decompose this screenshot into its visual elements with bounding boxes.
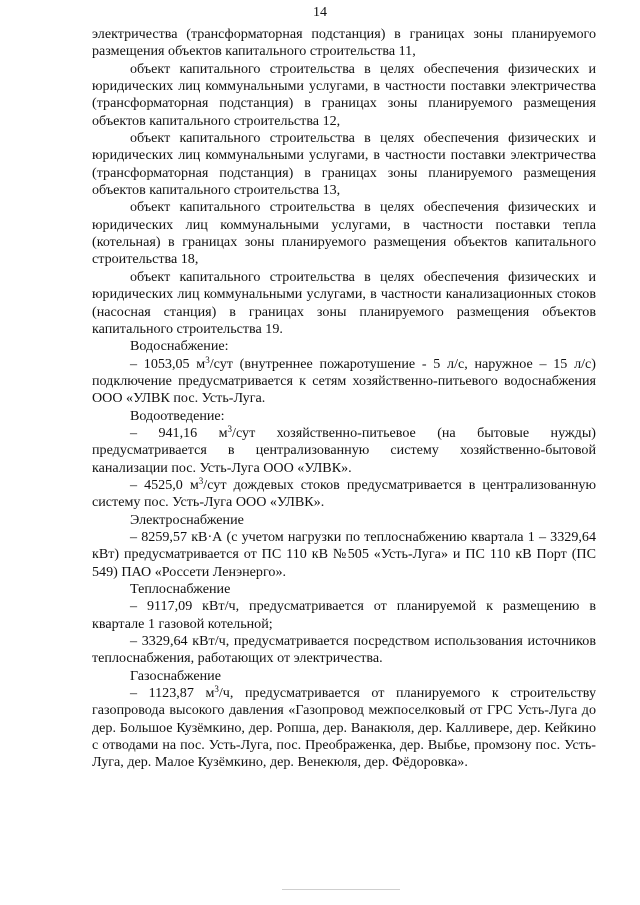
water-supply-value: – 1053,05 м [130, 355, 206, 372]
domestic-sewage-value: – 941,16 м [130, 424, 228, 441]
footer-divider [282, 889, 400, 890]
gas-supply-value: – 1123,87 м [130, 685, 215, 702]
heading-power-supply: Электроснабжение [130, 511, 244, 528]
superscript: 3 [205, 354, 210, 365]
heading-water-disposal: Водоотведение: [130, 407, 225, 424]
paragraph-heat-boiler: – 9117,09 кВт/ч, предусматривается от планируемой к размещению в квартале 1 газовой котельной; [92, 598, 596, 632]
paragraph-heat-electric: – 3329,64 кВт/ч, предусматривается посредством использования источников теплоснабжения, работающих от электричества. [92, 633, 596, 667]
paragraph-gas-supply [92, 685, 596, 772]
paragraph-substation-13: объект капитального строительства в целях обеспечения физических и юридических лиц коммунальными услугами, в частности поставки электричества (трансформаторная подстанция) в границах зоны планируемого размещения объектов капитального строительства 13, [92, 130, 596, 199]
document-body [92, 26, 596, 772]
page-number: 14 [313, 5, 327, 20]
heading-heat-supply: Теплоснабжение [130, 581, 231, 597]
water-supply-text: /сут (внутреннее пожаротушение - 5 л/с, наружное – 15 л/с) подключение предусматривается к сетям хозяйственно-питьевого водоснабжения ООО «УЛВК пос. Усть-Луга. [92, 355, 596, 407]
paragraph-pump-station-19: объект капитального строительства в целях обеспечения физических и юридических лиц коммунальными услугами, в частности канализационных стоков (насосная станция) в границах зоны планируемого размещения объектов капитального строительства 19. [92, 268, 596, 337]
paragraph-power-supply: – 8259,57 кВ·А (с учетом нагрузки по теплоснабжению квартала 1 – 3329,64 кВт) предусматривается от ПС 110 кВ №505 «Усть-Луга» и ПС 110 кВ Порт (ПС 549) ПАО «Россети Ленэнерго». [92, 528, 596, 580]
paragraph-substation-12: объект капитального строительства в целях обеспечения физических и юридических лиц коммунальными услугами, в частности поставки электричества (трансформаторная подстанция) в границах зоны планируемого размещения объектов капитального строительства 12, [92, 60, 596, 129]
storm-sewage-text: /сут дождевых стоков предусматривается в централизованную систему пос. Усть-Луга ООО «УЛВК». [92, 476, 596, 511]
domestic-sewage-text: /сут хозяйственно-питьевое (на бытовые нужды) предусматривается в централизованную систему хозяйственно-бытовой канализации пос. Усть-Луга ООО «УЛВК». [92, 424, 596, 476]
paragraph-domestic-sewage [92, 425, 596, 477]
superscript: 3 [198, 475, 204, 486]
heading-water-supply: Водоснабжение: [130, 338, 229, 355]
superscript: 3 [227, 423, 233, 434]
storm-sewage-value: – 4525,0 м [130, 476, 199, 493]
paragraph-storm-sewage [92, 477, 596, 512]
heading-gas-supply: Газоснабжение [130, 667, 221, 684]
gas-supply-text: /ч, предусматривается от планируемого к строительству газопровода высокого давления «Газопровод межпоселковый от ГРС Усть-Луга до дер. Большое Кузёмкино, дер. Ропша, дер. Ванакюля, дер. Калливере, дер. Кейкино с отводами на пос. Усть-Луга, пос. Преображенка, дер. Выбье, промзону пос. Усть-Луга, дер. Малое Кузёмкино, дер. Венекюля, дер. Фёдоровка». [92, 685, 596, 771]
paragraph-continuation: электричества (трансформаторная подстанция) в границах зоны планируемого размещения объектов капитального строительства 11, [92, 26, 596, 60]
superscript: 3 [214, 684, 219, 695]
paragraph-boiler-18: объект капитального строительства в целях обеспечения физических и юридических лиц коммунальными услугами, в частности поставки тепла (котельная) в границах зоны планируемого размещения объектов капитального строительства 18, [92, 199, 596, 268]
paragraph-water-supply [92, 356, 596, 408]
